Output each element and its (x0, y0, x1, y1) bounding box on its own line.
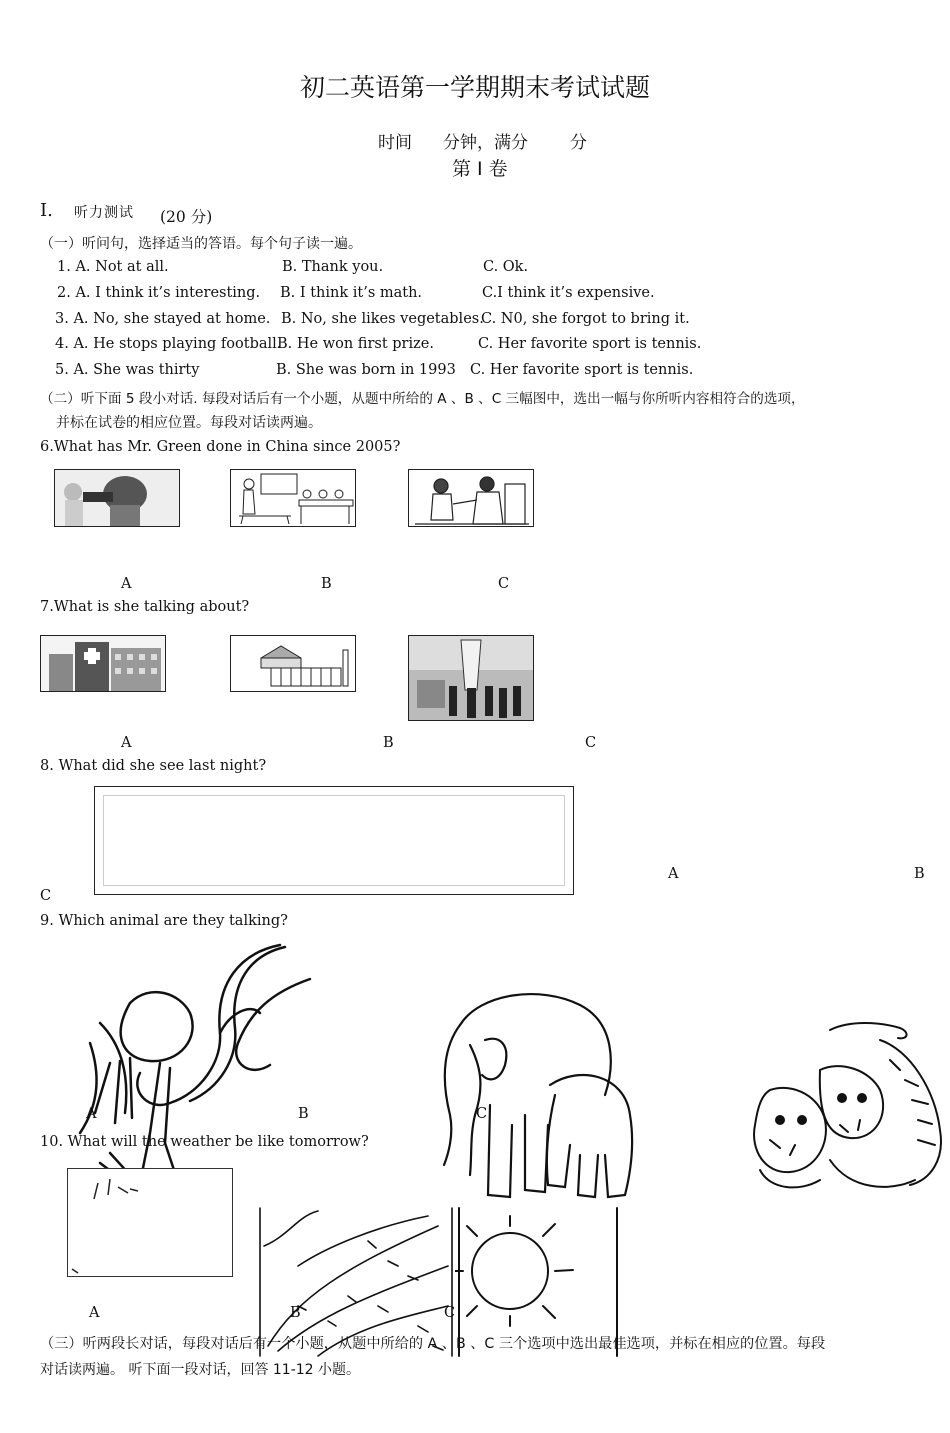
q5-option-a: 5. A. She was thirty (55, 362, 200, 378)
section-points: (20 分) (160, 208, 213, 226)
elephant-illustration (430, 985, 640, 1207)
q8-image-frame (94, 786, 574, 895)
score-label: 分 (570, 133, 587, 153)
q6-label-c: C (498, 576, 510, 592)
q4-option-b: B. He won first prize. (277, 336, 434, 352)
crane-illustration (70, 943, 320, 1193)
q6-text: 6.What has Mr. Green done in China since 2005? (40, 439, 401, 455)
q6-label-a: A (121, 576, 132, 592)
q7-text: 7.What is she talking about? (40, 599, 250, 615)
q5-option-c: C. Her favorite sport is tennis. (470, 362, 694, 378)
page-title: 初二英语第一学期期末考试试题 (299, 73, 650, 102)
q9-label-b: B (298, 1106, 309, 1122)
minutes-label: 分钟，满分 (443, 133, 528, 153)
q6-image-b (230, 469, 356, 527)
volume-label: 第 I 卷 (452, 158, 508, 180)
q1-option-c: C. Ok. (483, 259, 529, 275)
q3-option-c: C. N0, she forgot to bring it. (481, 311, 690, 327)
q5-option-b: B. She was born in 1993 (276, 362, 456, 378)
section-number: I. (40, 200, 53, 221)
section-name: 听力测试 (74, 205, 134, 221)
q2-option-b: B. I think it’s math. (280, 285, 423, 301)
q8-label-a: A (668, 866, 679, 882)
q9-label-a: A (86, 1106, 97, 1122)
q8-label-b: B (914, 866, 925, 882)
q9-text: 9. Which animal are they talking? (40, 913, 288, 929)
q7-label-a: A (121, 735, 132, 751)
q10-label-a: A (89, 1305, 100, 1321)
q4-option-c: C. Her favorite sport is tennis. (478, 336, 702, 352)
q9-label-c: C (476, 1106, 488, 1122)
q4-option-a: 4. A. He stops playing football. (55, 336, 282, 352)
q3-option-a: 3. A. No, she stayed at home. (55, 311, 271, 327)
q7-image-a (40, 635, 166, 692)
tigers-illustration (740, 1020, 945, 1198)
q6-image-a (54, 469, 180, 527)
q7-label-c: C (585, 735, 597, 751)
q8-label-c: C (40, 888, 52, 904)
q6-label-b: B (321, 576, 332, 592)
q1-option-a: 1. A. Not at all. (57, 259, 169, 275)
q3-option-b: B. No, she likes vegetables. (281, 311, 484, 327)
part1-instruction: （一）听问句，选择适当的答语。每个句子读一遍。 (40, 236, 362, 252)
part3-instruction-1: （三）听两段长对话，每段对话后有一个小题，从题中所给的 A 、B 、C 三个选项中选出最佳选项，并标在相应的位置。每段 (40, 1336, 826, 1352)
q6-image-c (408, 469, 534, 527)
q7-image-c (408, 635, 534, 721)
q7-label-b: B (383, 735, 394, 751)
part2-instruction-2: 并标在试卷的相应位置。每段对话读两遍。 (56, 415, 322, 431)
q1-option-b: B. Thank you. (282, 259, 384, 275)
q8-text: 8. What did she see last night? (40, 758, 267, 774)
q10-label-b: B (290, 1305, 301, 1321)
part2-instruction-1: （二）听下面 5 段小对话. 每段对话后有一个小题，从题中所给的 A 、B 、C 三幅图中，选出一幅与你所听内容相符合的选项， (40, 391, 805, 407)
q7-image-b (230, 635, 356, 692)
q10-text: 10. What will the weather be like tomorrow? (40, 1134, 369, 1150)
q2-option-c: C.I think it’s expensive. (482, 285, 655, 301)
q2-option-a: 2. A. I think it’s interesting. (57, 285, 261, 301)
part3-instruction-2: 对话读两遍。 听下面一段对话，回答 11-12 小题。 (40, 1362, 361, 1378)
q10-image-a (67, 1168, 233, 1277)
time-label: 时间 (378, 133, 412, 153)
q10-label-c: C (444, 1305, 456, 1321)
